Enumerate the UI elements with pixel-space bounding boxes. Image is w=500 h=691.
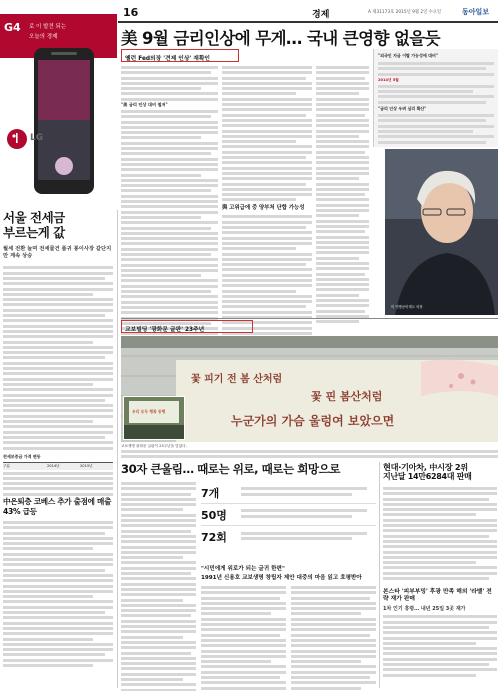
story-hyundai xyxy=(383,462,497,582)
sign-line3: 누군가의 가슴 울렁여 보았으면 xyxy=(231,414,395,428)
right-col-rule xyxy=(379,462,380,688)
gwang-headline: 30자 큰울림… 때로는 위로, 때로는 희망으로 xyxy=(121,462,341,476)
story-china-retail xyxy=(3,497,113,669)
left-col-rule xyxy=(117,210,118,688)
page-number: 16 xyxy=(123,6,139,19)
top-col-3 xyxy=(316,66,369,326)
inset-image xyxy=(124,397,184,439)
photo-feature xyxy=(121,320,498,460)
jeonse-table xyxy=(3,462,113,496)
bonstar-subhead: 1차 인기 휴령… 내년 25일 3곳 재가 xyxy=(383,605,466,612)
table-head-3: 2015년 xyxy=(80,463,93,468)
ad-brand: LG xyxy=(30,133,44,143)
top-kicker: 옐런 Fed의장 '견제 인상' 재확인 xyxy=(125,56,211,62)
feature-caption-block xyxy=(121,444,498,461)
header-rule xyxy=(118,21,498,23)
stat-row-2 xyxy=(201,504,376,526)
ad-badge: G4 xyxy=(4,21,21,34)
top-headline: 美 9월 금리인상에 무게… 국내 큰영향 없을듯 xyxy=(121,29,440,48)
date-line: A 제31173호 2015년 9월 2일 수요일 xyxy=(368,10,442,15)
jeonse-headline: 서울 전세금 부르는게 값 xyxy=(3,210,65,240)
lg-ad[interactable] xyxy=(0,14,117,203)
portrait-image xyxy=(385,149,498,315)
hyundai-subhead: 지난달 14만6284대 판매 xyxy=(383,472,472,481)
china-retail-headline: 中은퇴층 코베스 추가 출점에 매출 43% 급등 xyxy=(3,497,112,516)
jeonse-subhead: 월세 전환 늘며 전세물건 품귀 봉이사장 같단지만 계속 상승 xyxy=(3,246,112,260)
sign-line1: 꽃 피기 전 봄 산처럼 xyxy=(191,374,283,385)
sign-line2: 꽃 핀 봄산처럼 xyxy=(311,390,383,403)
stat-1: 7개 xyxy=(201,486,220,500)
inset-caption: 우리 모두 행복 동행 xyxy=(132,409,166,414)
top-subhead1: "美 금리 인상 대비 철저" xyxy=(121,102,168,108)
paper-name: 동아일보 xyxy=(462,8,490,16)
story-jeonse xyxy=(3,210,113,498)
stat-2: 50명 xyxy=(201,508,227,522)
story-bonstar xyxy=(383,589,497,679)
lg-logo-icon xyxy=(6,128,28,150)
feature-kicker-box xyxy=(121,320,253,333)
top-side-box xyxy=(373,49,498,147)
top-subhead2: 與 고위급에 중 양부처 단합 가능성 xyxy=(222,205,305,212)
portrait-photo xyxy=(385,149,498,315)
mid-rule xyxy=(121,318,498,319)
jeonse-table-title: 전세보증금 가격 변동 xyxy=(3,453,41,459)
table-head-2: 2014년 xyxy=(47,463,60,468)
table-head-1: 구분 xyxy=(3,463,10,468)
inset-photo xyxy=(123,396,185,440)
gwang-col-3 xyxy=(291,586,376,691)
feature-kicker: 교보빌딩 '광화문 글판' 23주년 xyxy=(125,327,205,333)
stat-row-3 xyxy=(201,526,376,548)
top-col-2 xyxy=(222,66,312,343)
portrait-caption: 미 연방준비제도 의장 xyxy=(391,305,423,309)
top-story xyxy=(121,25,498,315)
side-box-head: "외국인 자금 이탈 가능성에 대비" xyxy=(378,53,438,58)
gwang-subhead: 1991년 신용호 교보생명 창립자 제안 대중의 마음 읽고 호평받아 xyxy=(201,575,362,581)
stat-row-1 xyxy=(201,482,376,504)
story-gwanghwamun xyxy=(121,462,376,688)
section-label: 경제 xyxy=(312,10,330,20)
ad-line1: 로 이 발견 되는 xyxy=(29,24,67,30)
hyundai-headline: 현대·기아차, 中시장 2위 xyxy=(383,462,468,472)
gwang-quote-block xyxy=(201,566,376,582)
ad-line2: 오늘의 경제 xyxy=(29,34,58,40)
phone-image xyxy=(29,46,99,196)
gwang-col-2 xyxy=(201,586,286,691)
top-kicker-box xyxy=(121,49,239,62)
bonstar-headline: 본스타 '피부부밍' 후광 만족 해외 '라밸' 전략 재가 판매 xyxy=(383,589,492,603)
gwang-quote: "시민에게 위로가 되는 글귀 한편" xyxy=(201,566,285,572)
gwang-col-1 xyxy=(121,482,196,691)
side-box-head-2: 2014년 5월 xyxy=(378,77,399,82)
stats-box xyxy=(201,482,376,562)
side-box-head-3: "금리 인상 우려 심리 확산" xyxy=(378,106,427,112)
stat-3: 72회 xyxy=(201,531,227,544)
building-photo xyxy=(121,336,498,442)
feature-caption: 교보생명 광화문 글판이 23주년을 맞았다. xyxy=(121,444,187,448)
top-col-1 xyxy=(121,66,218,343)
